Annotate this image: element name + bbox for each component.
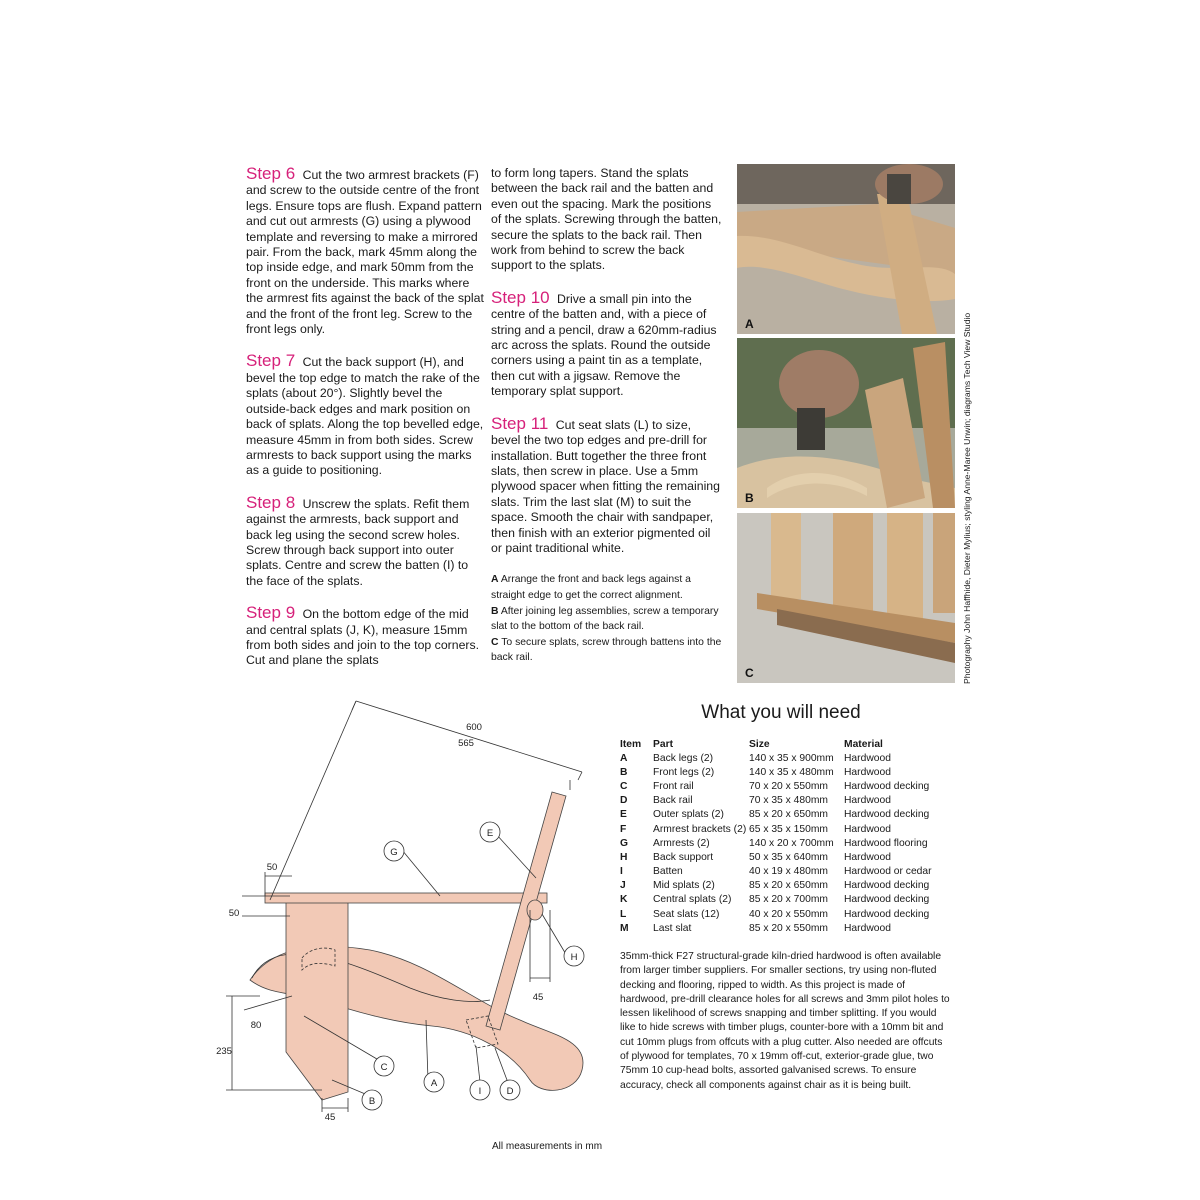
part-name: Mid splats (2) xyxy=(653,880,715,892)
instructions-column-1 xyxy=(246,166,484,685)
steps-list xyxy=(491,287,723,557)
table-row xyxy=(620,751,944,765)
part-material: Hardwood xyxy=(844,766,891,778)
table-row xyxy=(620,822,944,836)
step-body: Cut seat slats (L) to size, bevel the two top edges and pre-drill for installation. Butt together the three front slats, then screw in place. Use a 5mm plywood spacer when fitting the remaining slats. Trim the last slat (M) to suit the space. Smooth the chair with sandpaper, then finish with an exterior pigmented oil or paint traditional white. xyxy=(491,417,720,555)
part-size: 140 x 35 x 480mm xyxy=(749,766,834,778)
step-9-continuation: to form long tapers. Stand the splats between the back rail and the batten and even out the spacing. Mark the positions of the splats. Screwing through the batten, secure the splats to the back rail. Then work from behind to screw the back support to the splats. xyxy=(491,166,722,273)
part-material: Hardwood xyxy=(844,752,891,764)
table-row xyxy=(620,893,944,907)
part-material: Hardwood xyxy=(844,851,891,863)
part-name: Back legs (2) xyxy=(653,752,714,764)
dim-45-right: 45 xyxy=(532,992,544,1003)
item-code: J xyxy=(620,880,626,892)
caption-key: C xyxy=(491,636,499,648)
photo-credit: Photography John Haffhide, Dieter Mylius; styling Anne-Maree Unwin; diagrams Tech View Studio xyxy=(962,312,972,684)
part-name: Armrests (2) xyxy=(653,837,710,849)
part-name: Back support xyxy=(653,851,714,863)
part-size: 40 x 20 x 550mm xyxy=(749,908,828,920)
parts-table xyxy=(620,737,944,935)
parts-table-header xyxy=(620,737,944,751)
part-size: 85 x 20 x 550mm xyxy=(749,922,828,934)
step-heading: Step 11 xyxy=(491,413,549,433)
dim-235: 235 xyxy=(216,1046,232,1057)
step-body: On the bottom edge of the mid and central splats (J, K), measure 15mm from both sides and join to the top corners. Cut and plane the splats xyxy=(246,607,480,668)
item-code: I xyxy=(620,866,623,878)
materials-notes: 35mm-thick F27 structural-grade kiln-dried hardwood is often available from larger timber suppliers. For smaller sections, try using non-fluted decking and flooring, ripped to width. As this project is made of hardwood, pre-drill clearance holes for all screws and 3mm pilot holes to lessen likelihood of screws snapping and timber splitting. If you would like to hide screws with timber plugs, counter-bore with a 10mm bit and cut 10mm plugs from offcuts with a plug cutter. Also needed are offcuts of plywood for templates, 70 x 19mm off-cut, exterior-grade glue, two 75mm 10 cup-head bolts, assorted galvanised screws. To ensure accuracy, check all components against chair as it is being built. xyxy=(620,951,950,1091)
part-material: Hardwood xyxy=(844,795,891,807)
header-item: Item xyxy=(620,738,642,750)
caption-key: A xyxy=(491,574,499,586)
step-heading: Step 8 xyxy=(246,492,296,512)
photo-caption xyxy=(491,572,723,603)
photo-a-image xyxy=(737,164,955,334)
part-name: Back rail xyxy=(653,795,693,807)
part-material: Hardwood decking xyxy=(844,809,930,821)
photo-caption xyxy=(491,635,723,666)
front-leg-shape xyxy=(286,902,348,1100)
callout-i: I xyxy=(478,1086,482,1097)
callout-d: D xyxy=(506,1086,514,1097)
part-name: Front rail xyxy=(653,780,694,792)
item-code: H xyxy=(620,851,628,863)
caption-text: Arrange the front and back legs against a straight edge to get the correct alignment. xyxy=(491,574,691,601)
item-code: E xyxy=(620,809,627,821)
part-name: Last slat xyxy=(653,922,692,934)
measurement-note: All measurements in mm xyxy=(492,1141,603,1152)
part-name: Outer splats (2) xyxy=(653,809,724,821)
step-paragraph xyxy=(246,166,484,337)
table-row xyxy=(620,836,944,850)
chair-diagram xyxy=(210,700,610,1120)
armrest-shape xyxy=(265,893,547,903)
table-row xyxy=(620,850,944,864)
part-name: Front legs (2) xyxy=(653,766,715,778)
needs-title: What you will need xyxy=(701,702,861,723)
dim-50-top: 50 xyxy=(266,862,278,873)
table-row xyxy=(620,921,944,935)
item-code: A xyxy=(620,752,628,764)
table-row xyxy=(620,794,944,808)
callout-h: H xyxy=(570,952,578,963)
part-material: Hardwood or cedar xyxy=(844,866,932,878)
table-row xyxy=(620,865,944,879)
header-part: Part xyxy=(653,738,674,750)
back-support-shape xyxy=(527,900,543,920)
photo-b-image xyxy=(737,338,955,508)
step-paragraph xyxy=(246,492,484,589)
step-heading: Step 10 xyxy=(491,287,550,307)
part-material: Hardwood decking xyxy=(844,880,930,892)
step-heading: Step 7 xyxy=(246,351,296,371)
item-code: G xyxy=(620,837,629,849)
table-row xyxy=(620,808,944,822)
part-size: 70 x 35 x 480mm xyxy=(749,795,828,807)
part-material: Hardwood decking xyxy=(844,894,930,906)
dim-50-side: 50 xyxy=(228,908,240,919)
step-paragraph xyxy=(246,605,484,669)
part-material: Hardwood xyxy=(844,823,891,835)
photo-c xyxy=(737,513,955,683)
part-name: Batten xyxy=(653,866,683,878)
photo-a-label: A xyxy=(745,317,754,331)
step-body: Drive a small pin into the centre of the batten and, with a piece of string and a pencil, draw a 620mm-radius arc across the splats. Round the outside corners using a paint tin as a template, then cut with a jigsaw. Remove the temporary splat support. xyxy=(491,291,717,399)
caption-key: B xyxy=(491,605,499,617)
photo-a xyxy=(737,164,955,334)
part-size: 65 x 35 x 150mm xyxy=(749,823,828,835)
part-size: 70 x 20 x 550mm xyxy=(749,780,828,792)
item-code: M xyxy=(620,922,629,934)
photo-b xyxy=(737,338,955,508)
instructions-column-2 xyxy=(491,166,723,666)
part-size: 140 x 35 x 900mm xyxy=(749,752,834,764)
callout-a: A xyxy=(430,1078,438,1089)
part-size: 85 x 20 x 700mm xyxy=(749,894,828,906)
item-code: D xyxy=(620,795,628,807)
part-size: 40 x 19 x 480mm xyxy=(749,866,828,878)
part-name: Central splats (2) xyxy=(653,894,732,906)
part-size: 50 x 35 x 640mm xyxy=(749,851,828,863)
header-size: Size xyxy=(749,738,770,750)
step-body: Cut the two armrest brackets (F) and screw to the outside centre of the front legs. Ensure tops are flush. Expand pattern and cut out armrests (G) using a plywood template and reversing to make a mirrored pair. From the back, mark 45mm along the top inside edge, and mark 50mm from the front on the underside. This marks where the armrest fits against the back of the splat and the front of the front leg. Screw to the front legs only. xyxy=(246,168,484,337)
table-row xyxy=(620,907,944,921)
caption-text: After joining leg assemblies, screw a temporary slat to the bottom of the back rail. xyxy=(491,605,719,633)
header-material: Material xyxy=(844,738,883,750)
step-paragraph xyxy=(491,413,723,557)
item-code: F xyxy=(620,823,627,835)
photo-b-label: B xyxy=(745,491,754,505)
part-size: 140 x 20 x 700mm xyxy=(749,837,834,849)
part-size: 85 x 20 x 650mm xyxy=(749,809,828,821)
callout-g: G xyxy=(390,847,398,858)
table-row xyxy=(620,765,944,779)
step-paragraph xyxy=(491,287,723,400)
photo-c-image xyxy=(737,513,955,683)
step-paragraph xyxy=(246,353,484,478)
part-material: Hardwood xyxy=(844,922,891,934)
item-code: L xyxy=(620,908,627,920)
photo-captions xyxy=(491,572,723,666)
step-heading: Step 9 xyxy=(246,603,296,623)
item-code: C xyxy=(620,780,628,792)
photo-c-label: C xyxy=(745,666,754,680)
callout-c: C xyxy=(380,1062,388,1073)
step-heading: Step 6 xyxy=(246,164,296,183)
photo-caption xyxy=(491,604,723,635)
caption-text: To secure splats, screw through battens into the back rail. xyxy=(491,636,722,664)
part-material: Hardwood decking xyxy=(844,780,930,792)
dim-45-bottom: 45 xyxy=(324,1112,336,1120)
part-name: Seat slats (12) xyxy=(653,908,720,920)
dim-600: 600 xyxy=(466,722,482,733)
table-row xyxy=(620,879,944,893)
step-body: Unscrew the splats. Refit them against the armrests, back support and back leg using the second screw holes. Screw through back support into outer splats. Centre and screw the batten (I) to the face of the splats. xyxy=(246,496,470,588)
item-code: K xyxy=(620,894,628,906)
part-material: Hardwood flooring xyxy=(844,837,928,849)
dim-565: 565 xyxy=(458,738,474,749)
callout-e: E xyxy=(486,828,494,839)
part-size: 85 x 20 x 650mm xyxy=(749,880,828,892)
part-name: Armrest brackets (2) xyxy=(653,823,747,835)
step-body: Cut the back support (H), and bevel the top edge to match the rake of the splats (about 20°). Slightly bevel the outside-back edges and mark position on back of splats. Along the top bevelled edge, measure 45mm in from both sides. Screw armrests to back support using the marks as a guide to positioning. xyxy=(246,355,484,478)
callout-b: B xyxy=(368,1096,376,1107)
item-code: B xyxy=(620,766,628,778)
table-row xyxy=(620,779,944,793)
dim-80: 80 xyxy=(250,1020,262,1031)
part-material: Hardwood decking xyxy=(844,908,930,920)
